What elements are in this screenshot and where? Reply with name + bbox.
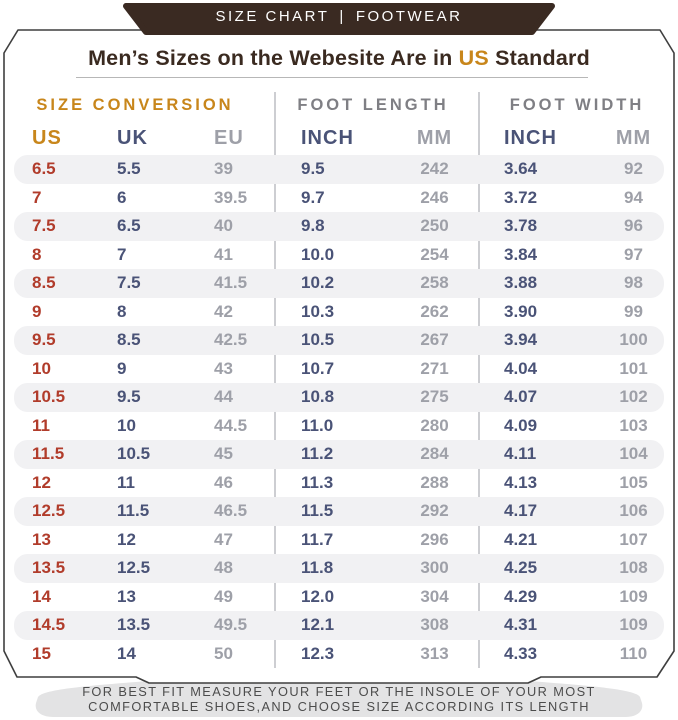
header-ribbon: [0, 8, 678, 25]
table-cell: 9.5: [117, 387, 141, 407]
table-cell: 3.64: [504, 159, 538, 179]
column-header-uk: UK: [117, 126, 148, 149]
table-cell: 288: [420, 472, 449, 492]
column-header-us: US: [32, 126, 62, 149]
table-cell: 6.5: [117, 216, 141, 236]
table-row: [14, 326, 664, 355]
table-cell: 11.8: [301, 558, 334, 578]
table-cell: 292: [420, 501, 449, 521]
table-cell: 46.5: [214, 501, 248, 521]
table-cell: 4.33: [504, 643, 538, 663]
table-cell: 313: [420, 643, 449, 663]
table-cell: 44: [214, 387, 233, 407]
table-row: [14, 212, 664, 241]
table-row: [14, 526, 664, 555]
table-cell: 11.7: [301, 529, 334, 549]
table-cell: 10.3: [301, 301, 335, 321]
ribbon-separator: |: [339, 8, 346, 25]
table-cell: 6: [117, 187, 127, 207]
table-cell: 6.5: [32, 159, 56, 179]
table-cell: 40: [214, 216, 233, 236]
table-cell: 106: [619, 501, 648, 521]
table-row: [14, 155, 664, 184]
table-cell: 5.5: [117, 159, 141, 179]
table-cell: 8.5: [32, 273, 56, 293]
table-cell: 12.3: [301, 643, 335, 663]
table-cell: 3.72: [504, 187, 538, 207]
footer-note: [0, 685, 678, 714]
table-cell: 14: [117, 643, 136, 663]
table-cell: 14: [32, 586, 51, 606]
title-prefix: Men’s Sizes on the Webesite Are in: [88, 46, 459, 70]
table-cell: 262: [420, 301, 449, 321]
table-row: [14, 298, 664, 327]
table-cell: 11.5: [117, 501, 150, 521]
table-cell: 49.5: [214, 615, 248, 635]
table-cell: 4.29: [504, 586, 538, 606]
table-cell: 12: [117, 529, 136, 549]
ribbon-label-size-chart: SIZE CHART: [215, 8, 330, 25]
table-cell: 92: [624, 159, 643, 179]
table-cell: 9.7: [301, 187, 325, 207]
table-cell: 4.09: [504, 415, 538, 435]
table-cell: 9: [32, 301, 42, 321]
table-cell: 103: [619, 415, 648, 435]
group-header-foot-length: FOOT LENGTH: [297, 96, 449, 114]
table-cell: 296: [420, 529, 449, 549]
table-cell: 14.5: [32, 615, 66, 635]
table-cell: 7: [32, 187, 42, 207]
table-cell: 4.31: [504, 615, 538, 635]
table-cell: 9.8: [301, 216, 325, 236]
table-row: [14, 440, 664, 469]
table-cell: 304: [420, 586, 449, 606]
table-cell: 105: [619, 472, 648, 492]
table-row: [14, 497, 664, 526]
table-cell: 10.7: [301, 358, 335, 378]
table-cell: 8.5: [117, 330, 141, 350]
table-cell: 50: [214, 643, 233, 663]
table-cell: 13.5: [32, 558, 66, 578]
table-row: [14, 640, 664, 669]
table-cell: 3.78: [504, 216, 538, 236]
table-cell: 242: [420, 159, 449, 179]
table-cell: 11: [32, 415, 50, 435]
table-cell: 4.17: [504, 501, 538, 521]
table-cell: 10.2: [301, 273, 335, 293]
column-header-eu: EU: [214, 126, 244, 149]
table-row: [14, 241, 664, 270]
column-header-row: [14, 122, 664, 154]
group-header-foot-width: FOOT WIDTH: [509, 96, 645, 114]
table-cell: 4.21: [504, 529, 538, 549]
table-cell: 12.5: [117, 558, 151, 578]
table-row: [14, 383, 664, 412]
table-cell: 7.5: [32, 216, 56, 236]
title-highlight-us: US: [458, 46, 489, 70]
table-cell: 246: [420, 187, 449, 207]
table-cell: 267: [420, 330, 449, 350]
table-cell: 108: [619, 558, 648, 578]
table-cell: 3.90: [504, 301, 538, 321]
table-cell: 9.5: [301, 159, 325, 179]
table-cell: 11.5: [301, 501, 334, 521]
table-cell: 8: [117, 301, 127, 321]
column-header-mm-width: MM: [615, 126, 652, 149]
table-cell: 39.5: [214, 187, 248, 207]
table-cell: 45: [214, 444, 233, 464]
table-cell: 9.5: [32, 330, 56, 350]
table-cell: 9: [117, 358, 127, 378]
table-cell: 10.5: [301, 330, 335, 350]
table-body: [14, 155, 664, 668]
table-cell: 11.3: [301, 472, 334, 492]
table-cell: 11.5: [32, 444, 65, 464]
table-cell: 4.11: [504, 444, 537, 464]
table-cell: 13: [32, 529, 51, 549]
table-cell: 48: [214, 558, 233, 578]
table-cell: 3.94: [504, 330, 538, 350]
column-header-mm-length: MM: [416, 126, 453, 149]
table-cell: 300: [420, 558, 449, 578]
table-cell: 284: [420, 444, 449, 464]
table-cell: 41.5: [214, 273, 248, 293]
column-header-inch-width: INCH: [504, 126, 557, 149]
table-cell: 11.0: [301, 415, 334, 435]
table-cell: 7: [117, 244, 127, 264]
group-header-size-conversion: SIZE CONVERSION: [36, 96, 234, 114]
table-cell: 96: [624, 216, 643, 236]
table-cell: 308: [420, 615, 449, 635]
table-cell: 42.5: [214, 330, 248, 350]
table-cell: 10: [117, 415, 136, 435]
table-cell: 4.07: [504, 387, 538, 407]
table-cell: 10.8: [301, 387, 335, 407]
table-cell: 10.0: [301, 244, 335, 264]
footer-note-line1: FOR BEST FIT MEASURE YOUR FEET OR THE INSOLE OF YOUR MOST: [82, 684, 596, 699]
title-underline: [76, 77, 588, 78]
table-row: [14, 184, 664, 213]
table-cell: 10: [32, 358, 51, 378]
table-cell: 11.2: [301, 444, 334, 464]
column-header-inch-length: INCH: [301, 126, 354, 149]
table-cell: 98: [624, 273, 643, 293]
table-cell: 109: [619, 586, 648, 606]
footer-note-line2: COMFORTABLE SHOES,AND CHOOSE SIZE ACCORDING ITS LENGTH: [88, 698, 590, 714]
table-cell: 13: [117, 586, 136, 606]
table-cell: 43: [214, 358, 233, 378]
ribbon-label-footwear: FOOTWEAR: [355, 8, 463, 25]
table-cell: 258: [420, 273, 449, 293]
table-cell: 39: [214, 159, 233, 179]
table-cell: 10.5: [32, 387, 66, 407]
table-cell: 3.88: [504, 273, 538, 293]
table-cell: 271: [420, 358, 449, 378]
table-row: [14, 355, 664, 384]
table-row: [14, 469, 664, 498]
table-cell: 41: [214, 244, 233, 264]
table-cell: 10.5: [117, 444, 151, 464]
table-row: [14, 611, 664, 640]
table-cell: 47: [214, 529, 233, 549]
table-cell: 11: [117, 472, 135, 492]
table-row: [14, 583, 664, 612]
title-suffix: Standard: [488, 46, 590, 70]
table-cell: 104: [619, 444, 648, 464]
table-cell: 101: [619, 358, 648, 378]
page-title: [0, 46, 678, 71]
table-cell: 110: [619, 643, 648, 663]
table-cell: 109: [619, 615, 648, 635]
table-cell: 254: [420, 244, 449, 264]
table-cell: 8: [32, 244, 42, 264]
table-cell: 94: [624, 187, 643, 207]
table-cell: 4.25: [504, 558, 538, 578]
table-cell: 13.5: [117, 615, 151, 635]
table-cell: 44.5: [214, 415, 248, 435]
table-cell: 7.5: [117, 273, 141, 293]
table-cell: 97: [624, 244, 643, 264]
table-cell: 15: [32, 643, 51, 663]
table-cell: 4.13: [504, 472, 538, 492]
table-cell: 12: [32, 472, 51, 492]
table-cell: 250: [420, 216, 449, 236]
table-cell: 12.1: [301, 615, 335, 635]
table-cell: 280: [420, 415, 449, 435]
table-cell: 12.5: [32, 501, 66, 521]
table-cell: 4.04: [504, 358, 538, 378]
table-cell: 42: [214, 301, 233, 321]
table-cell: 12.0: [301, 586, 335, 606]
table-cell: 3.84: [504, 244, 538, 264]
table-cell: 100: [619, 330, 648, 350]
table-cell: 46: [214, 472, 233, 492]
table-cell: 49: [214, 586, 233, 606]
table-row: [14, 412, 664, 441]
table-row: [14, 269, 664, 298]
table-row: [14, 554, 664, 583]
table-cell: 107: [619, 529, 648, 549]
table-cell: 99: [624, 301, 643, 321]
table-cell: 275: [420, 387, 449, 407]
table-cell: 102: [619, 387, 648, 407]
